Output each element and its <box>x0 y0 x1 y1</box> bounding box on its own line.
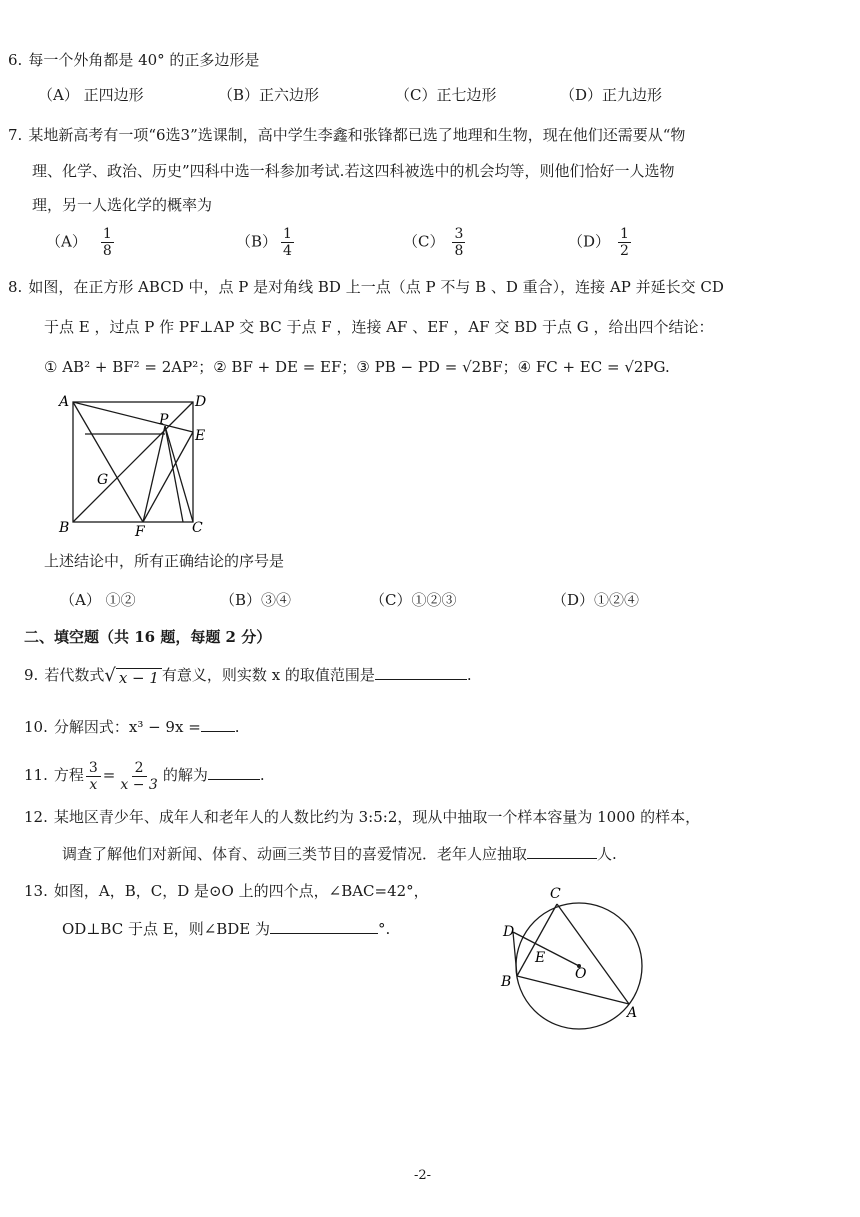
period: . <box>259 766 265 784</box>
numerator: 2 <box>132 760 147 777</box>
label-b: B <box>501 974 512 990</box>
answer-blank <box>201 717 235 732</box>
section-title: 二、填空题（共 16 题，每题 2 分） <box>24 628 272 646</box>
radical-sign: √ <box>104 664 116 686</box>
question-10 <box>24 716 240 738</box>
q7-option-b <box>236 226 294 259</box>
fraction <box>101 226 114 259</box>
question-prefix: 方程 <box>53 766 84 784</box>
label-b: B <box>59 520 70 536</box>
segment-ae <box>73 402 193 432</box>
question-8-conclusions: ① AB² + BF² = 2AP²；② BF + DE = EF；③ PB − PD = √2BF；④ FC + EC = √2PG. <box>44 358 670 376</box>
question-text: 调查了解他们对新闻、体育、动画三类节目的喜爱情况．老年人应抽取 <box>62 845 528 863</box>
question-9 <box>24 664 472 687</box>
q6-option-c: （C）正七边形 <box>395 86 497 104</box>
fraction <box>452 226 465 259</box>
page-number: -2- <box>414 1168 432 1183</box>
question-12-line-2 <box>62 843 617 865</box>
question-text: 每一个外角都是 40° 的正多边形是 <box>28 51 260 69</box>
q8-option-a: （A） ①② <box>60 591 136 609</box>
denominator: x <box>89 776 98 793</box>
option-label: （C） <box>403 232 445 251</box>
question-number: 9. <box>24 666 39 684</box>
label-d: D <box>195 394 207 410</box>
question-8-line-2: 于点 E ，过点 P 作 PF⊥AP 交 BC 于点 F ，连接 AF 、EF ，AF 交 BD 于点 G ，给出四个结论： <box>44 318 714 336</box>
label-p: P <box>159 412 169 428</box>
question-text: OD⊥BC 于点 E，则∠BDE 为 <box>62 920 271 938</box>
answer-blank <box>527 844 597 859</box>
q6-option-d: （D）正九边形 <box>560 86 663 104</box>
label-a: A <box>627 1005 638 1021</box>
question-number: 6. <box>8 51 23 69</box>
numerator: 1 <box>283 226 292 242</box>
question-text: 如图，A，B，C，D 是⊙O 上的四个点，∠BAC=42°， <box>53 882 429 900</box>
question-text: 某地区青少年、成年人和老年人的人数比约为 3:5:2，现从中抽取一个样本容量为 1000 的样本， <box>53 808 701 826</box>
fraction-left <box>86 760 101 793</box>
segment-do <box>513 932 579 966</box>
fraction <box>281 226 294 259</box>
option-label: （A） <box>46 232 87 251</box>
question-text: 某地新高考有一项“6选3”选课制，高中学生李鑫和张锋都已选了地理和生物，现在他们还需要从“物 <box>28 126 686 144</box>
denominator: x − 3 <box>120 776 158 793</box>
label-d: D <box>503 924 515 940</box>
q6-option-a: （A） 正四边形 <box>38 86 144 104</box>
label-o: O <box>575 966 587 982</box>
segment-aux <box>165 426 183 522</box>
question-prefix: 若代数式 <box>44 666 105 684</box>
question-7-line-1 <box>8 124 685 146</box>
question-8-prompt: 上述结论中，所有正确结论的序号是 <box>44 552 285 570</box>
answer-blank <box>208 765 260 780</box>
period: . <box>466 666 472 684</box>
question-number: 7. <box>8 126 23 144</box>
period: . <box>234 718 240 736</box>
q8-option-c: （C）①②③ <box>370 591 457 609</box>
question-number: 11. <box>24 766 48 784</box>
label-a: A <box>59 394 70 410</box>
label-e: E <box>195 428 206 444</box>
q8-option-d: （D）①②④ <box>552 591 640 609</box>
question-7-line-3: 理，另一人选化学的概率为 <box>32 196 213 214</box>
question-13-line-2 <box>62 918 390 940</box>
question-text-end: 人. <box>597 845 617 863</box>
degree-end: °. <box>378 920 391 938</box>
label-f: F <box>135 524 145 540</box>
denominator: 8 <box>102 243 112 259</box>
numerator: 1 <box>102 226 112 242</box>
denominator: 8 <box>454 243 464 259</box>
square-root <box>104 666 162 687</box>
radicand: x − 1 <box>116 668 162 687</box>
label-g: G <box>97 472 109 488</box>
question-8-line-1 <box>8 276 724 298</box>
question-number: 8. <box>8 278 23 296</box>
label-e: E <box>535 950 546 966</box>
question-7-line-2: 理、化学、政治、历史”四科中选一科参加考试.若这四科被选中的机会均等，则他们恰好一人选物 <box>32 162 675 180</box>
square-figure <box>55 390 220 540</box>
q7-option-d <box>568 226 631 259</box>
question-11: 11. 方程 $\frac{3}{x}$ = $\frac{2}{x - 3}$ 的解为 . <box>24 759 265 793</box>
label-c: C <box>192 520 203 536</box>
fraction-right <box>117 760 160 793</box>
q7-option-a <box>46 226 114 259</box>
question-number: 10. <box>24 718 48 736</box>
numerator: 3 <box>454 226 464 242</box>
answer-blank <box>270 919 378 934</box>
option-label: （D） <box>568 232 611 251</box>
question-number: 12. <box>24 808 48 826</box>
question-suffix: 有意义，则实数 x 的取值范围是 <box>161 666 375 684</box>
circle-figure <box>495 880 655 1030</box>
fraction <box>618 226 631 259</box>
numerator: 1 <box>620 226 629 242</box>
question-13-line-1 <box>24 880 429 902</box>
question-text: 如图，在正方形 ABCD 中，点 P 是对角线 BD 上一点（点 P 不与 B 、D 重合），连接 AP 并延长交 CD <box>28 278 724 296</box>
q7-option-c <box>403 226 465 259</box>
question-text: 分解因式：x³ − 9x = <box>53 718 201 736</box>
denominator: 4 <box>283 243 292 259</box>
question-6 <box>8 49 259 71</box>
q8-option-b: （B）③④ <box>220 591 292 609</box>
question-number: 13. <box>24 882 48 900</box>
label-c: C <box>550 886 561 902</box>
q6-option-b: （B）正六边形 <box>218 86 320 104</box>
option-label: （B） <box>236 232 278 251</box>
denominator: 2 <box>620 243 629 259</box>
numerator: 3 <box>86 760 101 777</box>
question-suffix: 的解为 <box>162 766 208 784</box>
answer-blank <box>375 665 467 680</box>
question-12-line-1 <box>24 806 700 828</box>
